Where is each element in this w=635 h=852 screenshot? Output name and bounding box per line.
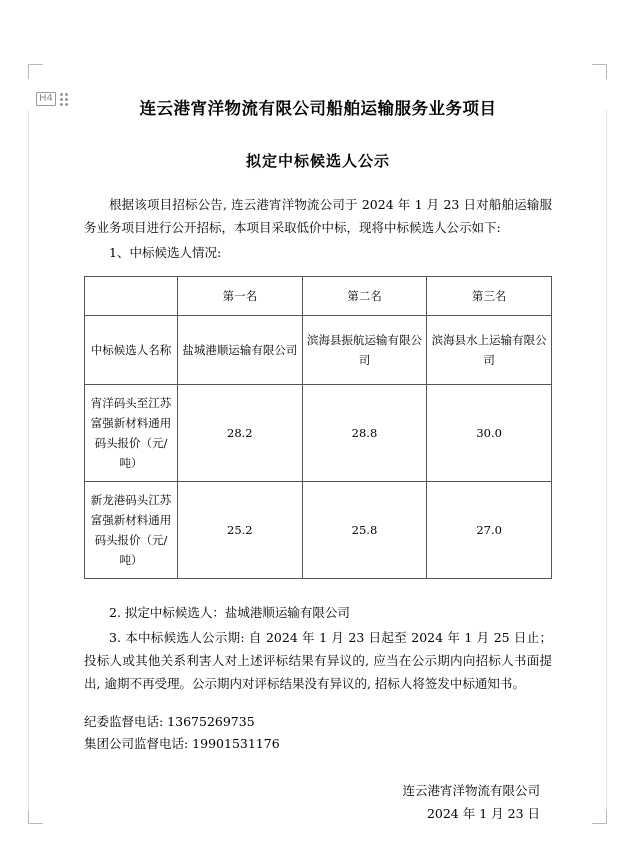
page-subtitle: 拟定中标候选人公示 [245,152,390,170]
table-row [85,316,552,385]
contact-group-phone: 集团公司监督电话: 19901531176 [84,736,280,751]
table-header-rank-3: 第三名 [427,277,552,316]
candidates-table [84,276,552,579]
paragraph-item-1: 1、中标候选人情况: [109,245,222,260]
contact-block [84,711,552,755]
crop-mark-top-right [592,64,607,79]
table-header-rank-2: 第二名 [302,277,427,316]
paragraph-intro: 根据该项目招标公告, 连云港宵洋物流公司于 2024 年 1 月 23 日对船舶运输服务业务项目进行公开招标，本项目采取低价中标，现将中标候选人公示如下: [84,197,552,235]
cell-price-route-1-candidate-2: 28.8 [302,385,427,482]
crop-mark-bottom-left [28,809,43,824]
document-body [84,88,552,825]
drag-dots-icon[interactable] [60,93,68,106]
cell-candidate-1-name: 盐城港顺运输有限公司 [178,316,303,385]
table-row [85,385,552,482]
cell-candidate-3-name: 滨海县水上运输有限公司 [427,316,552,385]
signature-date: 2024 年 1 月 23 日 [426,806,540,821]
table-corner-cell [85,277,178,316]
signature-block [84,779,552,825]
row-label-candidate-name: 中标候选人名称 [85,316,178,385]
paragraph-item-2: 2. 拟定中标候选人：盐城港顺运输有限公司 [109,605,350,620]
contact-discipline-phone: 纪委监督电话: 13675269735 [84,714,255,729]
heading-handle[interactable] [36,92,68,106]
cell-price-route-1-candidate-1: 28.2 [178,385,303,482]
row-label-price-route-2: 新龙港码头江苏富强新材料通用码头报价（元/吨） [85,482,178,579]
heading-level-label: H4 [36,92,56,106]
crop-mark-bottom-right [592,809,607,824]
crop-mark-top-left [28,64,43,79]
row-label-price-route-1: 宵洋码头至江苏富强新材料通用码头报价（元/吨） [85,385,178,482]
cell-price-route-2-candidate-1: 25.2 [178,482,303,579]
table-row [85,482,552,579]
cell-price-route-2-candidate-3: 27.0 [427,482,552,579]
table-header-rank-1: 第一名 [178,277,303,316]
table-header-row [85,277,552,316]
signer-name: 连云港宵洋物流有限公司 [402,783,540,798]
margin-rule-right [606,110,607,810]
paragraph-item-3: 3. 本中标候选人公示期: 自 2024 年 1 月 23 日起至 2024 年 1 月 25 日止；投标人或其他关系利害人对上述评标结果有异议的, 应当在公示期内向招标人书面提出, 逾期不再受理。公示期内对评标结果没有异议的, 招标人将签发中标通知书。 [84,630,552,691]
cell-candidate-2-name: 滨海县振航运输有限公司 [302,316,427,385]
cell-price-route-2-candidate-2: 25.8 [302,482,427,579]
margin-rule-left [28,110,29,810]
page-title: 连云港宵洋物流有限公司船舶运输服务业务项目 [139,99,497,118]
cell-price-route-1-candidate-3: 30.0 [427,385,552,482]
